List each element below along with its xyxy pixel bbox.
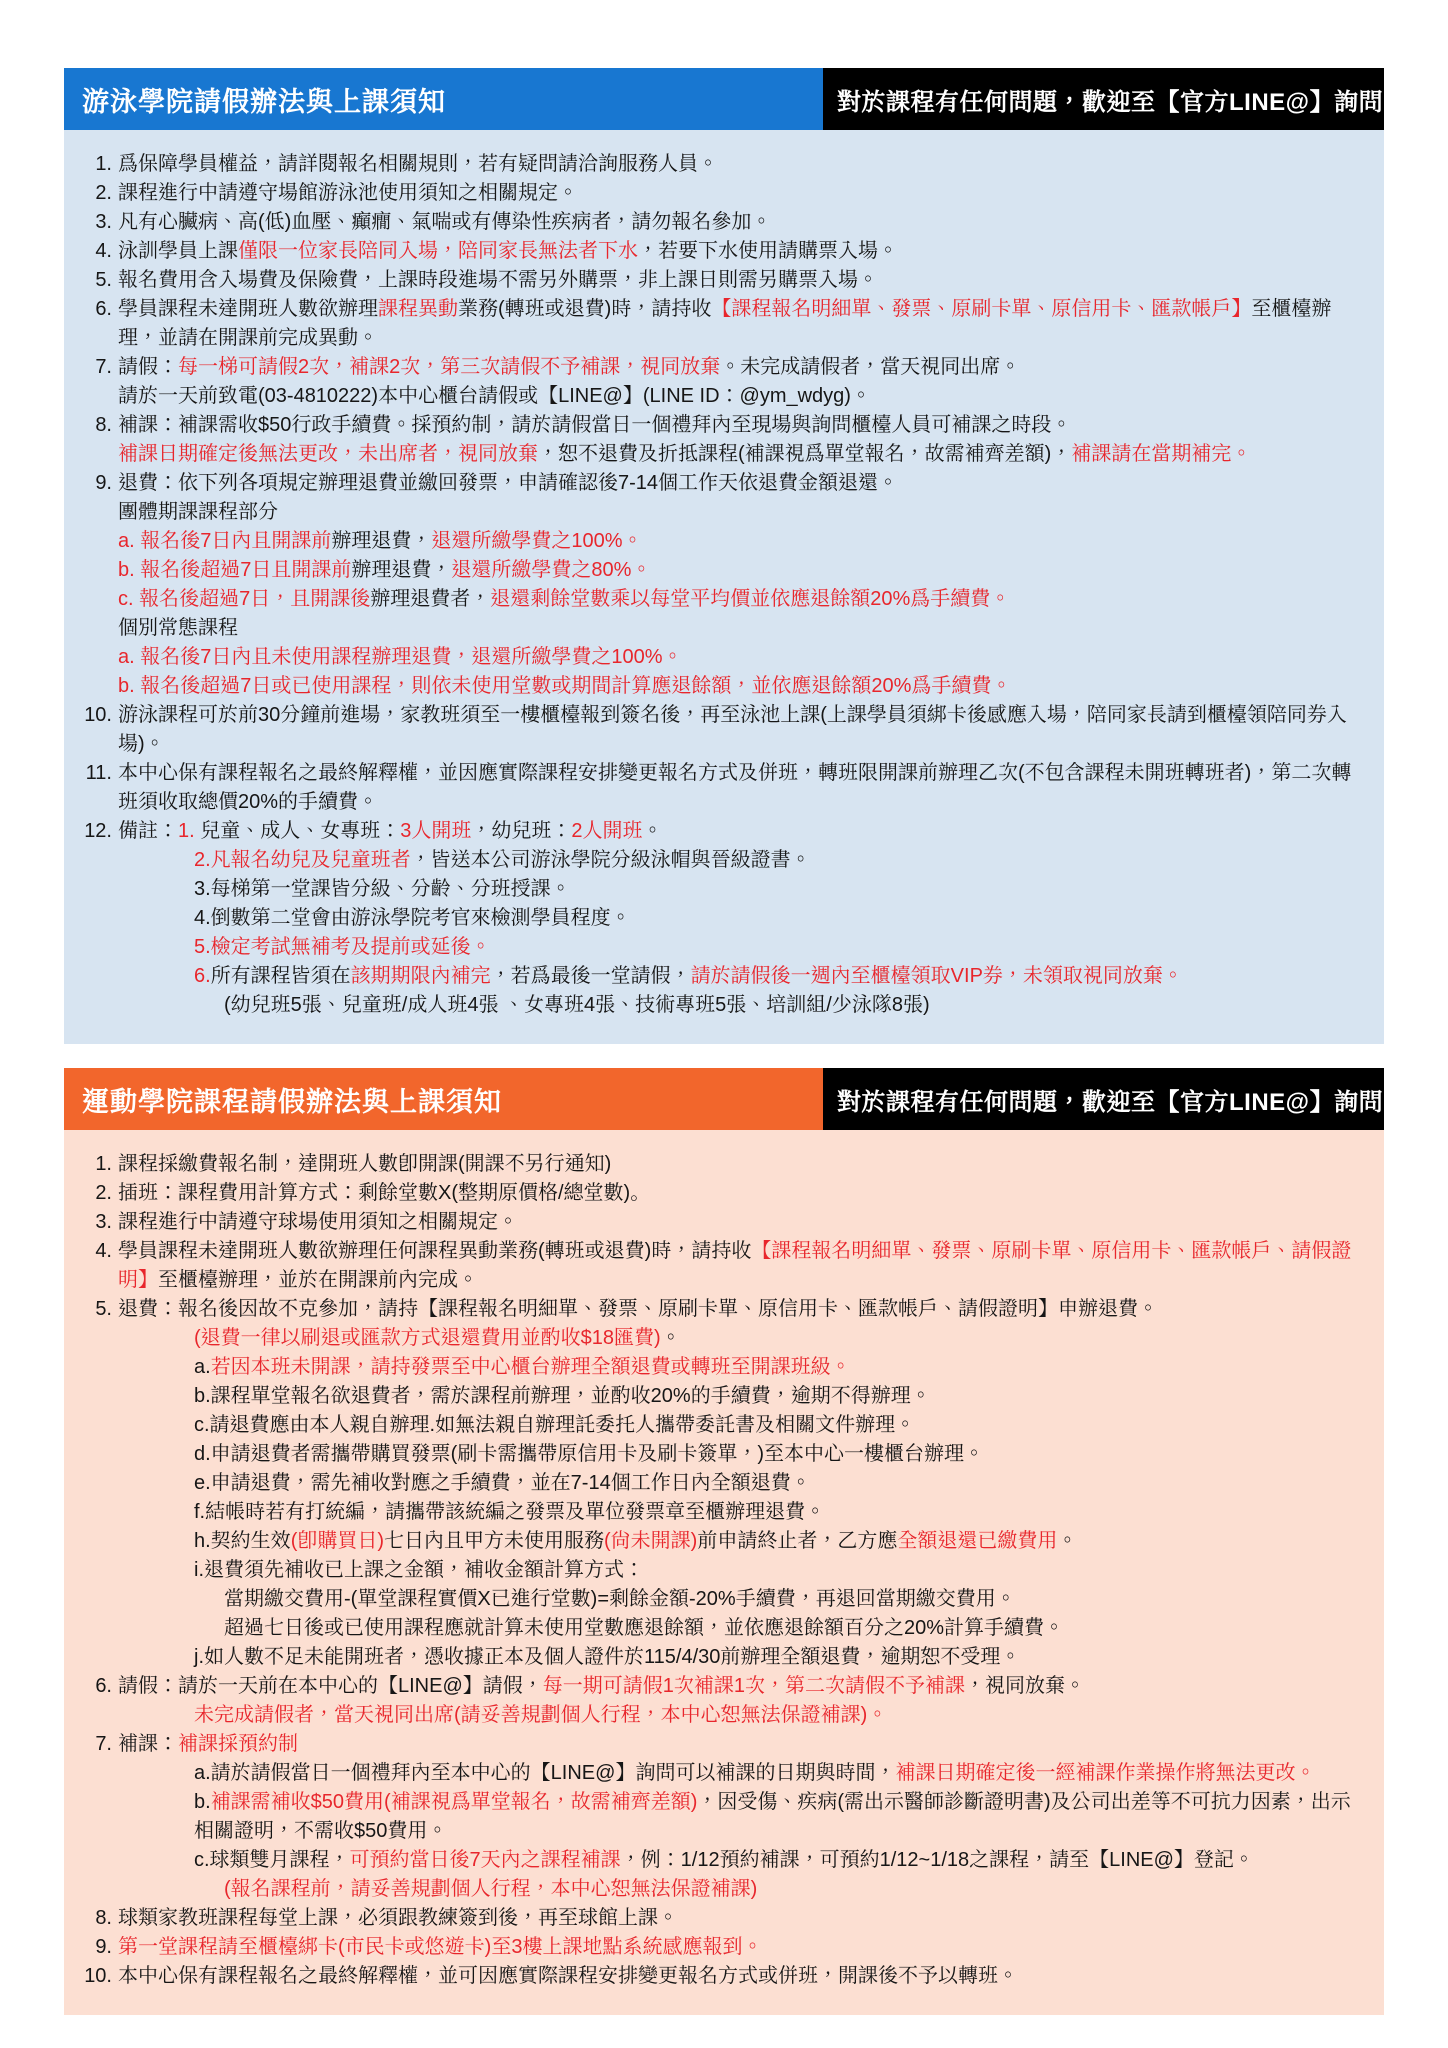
swim-section-help-banner: 對於課程有任何問題，歡迎至【官方LINE@】詢問: [823, 68, 1384, 130]
line-text: [118, 353, 1370, 382]
highlighted-text: 補課請在當期補完。: [1071, 443, 1252, 465]
sports-section-title: 運動學院課程請假辦法與上課須知: [64, 1068, 823, 1130]
highlighted-text: 僅限一位家長陪同入場，陪同家長無法者下水: [238, 240, 638, 262]
plain-text: 至櫃檯辦理，並請在開課前完成異動。: [118, 298, 1332, 349]
line-text: [118, 1295, 1370, 1324]
highlighted-text: a. 報名後7日內且開課前: [118, 530, 332, 552]
line-number: 11.: [85, 762, 112, 784]
notice-line: [76, 295, 1370, 353]
line-text: [118, 643, 1370, 672]
notice-line: [76, 1933, 1370, 1962]
highlighted-text: 第一堂課程請至櫃檯綁卡(市民卡或悠遊卡)至3樓上課地點系統感應報到。: [118, 1936, 763, 1958]
sports-section-header: [64, 1068, 1384, 1130]
line-text: [224, 1614, 1370, 1643]
line-text: [118, 150, 1370, 179]
notice-line: [76, 904, 1370, 933]
plain-text: 辦理退費，: [351, 559, 452, 581]
line-text: [118, 440, 1370, 469]
line-number: 5.: [95, 1298, 112, 1320]
notice-line: [76, 1962, 1370, 1991]
line-text: [194, 875, 1370, 904]
highlighted-text: 補課日期確定後無法更改，未出席者，視同放棄: [118, 443, 538, 465]
notice-line: [76, 237, 1370, 266]
plain-text: 請假：請於一天前在本中心的【LINE@】請假，: [118, 1675, 543, 1697]
notice-line: [76, 846, 1370, 875]
plain-text: a.: [194, 1356, 211, 1378]
notice-line: [76, 208, 1370, 237]
plain-text: ，因受傷、疾病(需出示醫師診斷證明書)及公司出差等不可抗力因素，出示相關證明，不需收$50費用。: [194, 1791, 1351, 1842]
swim-section: [64, 68, 1384, 1044]
plain-text: c.球類雙月課程，: [194, 1849, 350, 1871]
notice-line: [76, 672, 1370, 701]
line-text: [118, 817, 1370, 846]
highlighted-text: 該期期限內補完: [350, 965, 491, 987]
line-text: [194, 962, 1370, 991]
sports-section-help-banner: 對於課程有任何問題，歡迎至【官方LINE@】詢問: [823, 1068, 1384, 1130]
line-text: [118, 1904, 1370, 1933]
line-number: 9.: [95, 1936, 112, 1958]
notice-line: [76, 1875, 1370, 1904]
plain-text: 辦理退費，: [331, 530, 432, 552]
plain-text: 學員課程未達開班人數欲辦理: [118, 298, 378, 320]
highlighted-text: 6.: [194, 965, 211, 987]
highlighted-text: 全額退還已繳費用: [897, 1530, 1058, 1552]
notice-line: [76, 701, 1370, 759]
highlighted-text: (尙未開課): [604, 1530, 698, 1552]
line-text: [118, 411, 1370, 440]
highlighted-text: 1.: [178, 820, 201, 842]
highlighted-text: (卽購買日): [290, 1530, 385, 1552]
notice-line: [76, 1556, 1370, 1585]
plain-text: 球類家教班課程每堂上課，必須跟教練簽到後，再至球館上課。: [118, 1907, 678, 1929]
line-text: [194, 1498, 1370, 1527]
notice-line: [76, 1411, 1370, 1440]
line-text: [118, 672, 1370, 701]
highlighted-text: 補課需補收$50費用(補課視爲單堂報名，故需補齊差額): [210, 1791, 698, 1813]
plain-text: 補課：: [118, 1733, 178, 1755]
notice-line: [76, 585, 1370, 614]
line-number: 7.: [95, 1733, 112, 1755]
line-number: 9.: [95, 472, 112, 494]
highlighted-text: 可預約當日後7天內之課程補課: [349, 1849, 621, 1871]
plain-text: 課程進行中請遵守球場使用須知之相關規定。: [118, 1211, 518, 1233]
line-text: [118, 498, 1370, 527]
plain-text: c.請退費應由本人親自辦理.如無法親自辦理託委托人攜帶委託書及相關文件辦理。: [194, 1414, 916, 1436]
plain-text: 。: [1057, 1530, 1078, 1552]
line-text: [118, 759, 1370, 817]
notice-line: [76, 1759, 1370, 1788]
line-text: [118, 1179, 1370, 1208]
notice-line: [76, 1179, 1370, 1208]
highlighted-text: 補課日期確定後一經補課作業操作將無法更改。: [895, 1762, 1316, 1784]
notice-line: [76, 1498, 1370, 1527]
line-text: [118, 295, 1370, 353]
plain-text: ，例：1/12預約補課，可預約1/12~1/18之課程，請至【LINE@】登記。: [620, 1849, 1254, 1871]
notice-line: [76, 1324, 1370, 1353]
line-number: 12.: [84, 820, 112, 842]
plain-text: e.申請退費，需先補收對應之手續費，並在7-14個工作日內全額退費。: [194, 1472, 811, 1494]
line-text: [194, 1643, 1370, 1672]
swim-section-body: [64, 130, 1384, 1044]
line-number: 4.: [95, 240, 112, 262]
plain-text: 備註：: [118, 820, 178, 842]
notice-line: [76, 1614, 1370, 1643]
line-text: [118, 237, 1370, 266]
highlighted-text: 3人開班: [400, 820, 472, 842]
line-number: 8.: [95, 1907, 112, 1929]
line-text: [118, 585, 1370, 614]
notice-line: [76, 875, 1370, 904]
line-number: 3.: [95, 211, 112, 233]
plain-text: 凡有心臟病、高(低)血壓、癲癇、氣喘或有傳染性疾病者，請勿報名參加。: [118, 211, 772, 233]
notice-line: [76, 1440, 1370, 1469]
line-text: [224, 1585, 1370, 1614]
line-text: [118, 1237, 1370, 1295]
line-text: [118, 1730, 1370, 1759]
plain-text: 本中心保有課程報名之最終解釋權，並因應實際課程安排變更報名方式及併班，轉班限開課前辦理乙次(不包含課程未開班轉班者)，第二次轉班須收取總價20%的手續費。: [118, 762, 1352, 813]
plain-text: ，恕不退費及折抵課程(補課視爲單堂報名，故需補齊差額)，: [538, 443, 1072, 465]
plain-text: 所有課程皆須在: [210, 965, 351, 987]
line-text: [194, 1556, 1370, 1585]
plain-text: 3.每梯第一堂課皆分級、分齡、分班授課。: [194, 878, 571, 900]
highlighted-text: 退還所繳學費之80%。: [451, 559, 652, 581]
line-number: 5.: [95, 269, 112, 291]
highlighted-text: c. 報名後超過7日，且開課後: [118, 588, 371, 610]
plain-text: 前申請終止者，乙方應: [697, 1530, 898, 1552]
line-text: [118, 469, 1370, 498]
highlighted-text: 每一期可請假1次補課1次，第二次請假不予補課: [542, 1675, 966, 1697]
plain-text: b.課程單堂報名欲退費者，需於課程前辦理，並酌收20%的手續費，逾期不得辦理。: [194, 1385, 931, 1407]
notice-line: [76, 1150, 1370, 1179]
line-text: [194, 1788, 1370, 1846]
line-text: [194, 1846, 1370, 1875]
line-text: [118, 527, 1370, 556]
highlighted-text: 【課程報名明細單、發票、原刷卡單、原信用卡、匯款帳戶、請假證明】: [118, 1240, 1352, 1291]
notice-line: [76, 440, 1370, 469]
notice-line: [76, 1730, 1370, 1759]
line-text: [118, 266, 1370, 295]
line-text: [194, 1353, 1370, 1382]
highlighted-text: 5.檢定考試無補考及提前或延後。: [194, 936, 491, 958]
line-number: 8.: [95, 414, 112, 436]
plain-text: 插班：課程費用計算方式：剩餘堂數X(整期原價格/總堂數)。: [118, 1182, 651, 1204]
line-text: [118, 382, 1370, 411]
line-number: 2.: [95, 182, 112, 204]
notice-line: [76, 1788, 1370, 1846]
plain-text: 報名費用含入場費及保險費，上課時段進場不需另外購票，非上課日則需另購票入場。: [118, 269, 878, 291]
highlighted-text: 2.凡報名幼兒及兒童班者: [194, 849, 411, 871]
line-text: [118, 1962, 1370, 1991]
line-text: [194, 1382, 1370, 1411]
highlighted-text: 補課採預約制: [178, 1733, 298, 1755]
plain-text: ，幼兒班：: [471, 820, 572, 842]
plain-text: 超過七日後或已使用課程應就計算未使用堂數應退餘額，並依應退餘額百分之20%計算手續費。: [224, 1617, 1065, 1639]
notice-line: [76, 643, 1370, 672]
highlighted-text: b. 報名後超過7日或已使用課程，則依未使用堂數或期間計算應退餘額，並依應退餘額20%爲手續費。: [118, 675, 1012, 697]
line-number: 6.: [95, 1675, 112, 1697]
highlighted-text: 每一梯可請假2次，補課2次，第三次請假不予補課，視同放棄: [178, 356, 721, 378]
plain-text: 團體期課課程部分: [118, 501, 278, 523]
notice-line: [76, 179, 1370, 208]
notice-line: [76, 1643, 1370, 1672]
highlighted-text: 未完成請假者，當天視同出席(請妥善規劃個人行程，本中心恕無法保證補課)。: [194, 1704, 888, 1726]
line-text: [118, 614, 1370, 643]
line-text: [118, 1672, 1370, 1701]
notice-line: [76, 1469, 1370, 1498]
highlighted-text: 若因本班未開課，請持發票至中心櫃台辦理全額退費或轉班至開課班級。: [210, 1356, 851, 1378]
plain-text: 辦理退費者，: [370, 588, 491, 610]
swim-section-title: 游泳學院請假辦法與上課須知: [64, 68, 823, 130]
notice-line: [76, 1208, 1370, 1237]
notice-line: [76, 1382, 1370, 1411]
line-text: [118, 1150, 1370, 1179]
plain-text: 課程採繳費報名制，達開班人數卽開課(開課不另行通知): [118, 1153, 612, 1175]
notice-line: [76, 353, 1370, 382]
plain-text: 兒童、成人、女專班：: [200, 820, 401, 842]
line-text: [224, 991, 1370, 1020]
plain-text: 本中心保有課程報名之最終解釋權，並可因應實際課程安排變更報名方式或併班，開課後不予以轉班。: [118, 1965, 1018, 1987]
line-text: [194, 1759, 1370, 1788]
line-text: [118, 208, 1370, 237]
plain-text: 當期繳交費用-(單堂課程實價X已進行堂數)=剩餘金額-20%手續費，再退回當期繳交費用。: [224, 1588, 1016, 1610]
plain-text: 退費：報名後因故不克參加，請持【課程報名明細單、發票、原刷卡單、原信用卡、匯款帳戶、請假證明】申辦退費。: [118, 1298, 1158, 1320]
line-number: 4.: [95, 1240, 112, 1262]
notice-line: [76, 614, 1370, 643]
line-text: [194, 1324, 1370, 1353]
plain-text: j.如人數不足未能開班者，憑收據正本及個人證件於115/4/30前辦理全額退費，逾期恕不受理。: [194, 1646, 1021, 1668]
plain-text: f.結帳時若有打統編，請攜帶該統編之發票及單位發票章至櫃辦理退費。: [194, 1501, 826, 1523]
notice-line: [76, 1527, 1370, 1556]
notice-line: [76, 1846, 1370, 1875]
line-number: 10.: [84, 704, 112, 726]
sports-section: [64, 1068, 1384, 2015]
plain-text: 課程進行中請遵守場館游泳池使用須知之相關規定。: [118, 182, 578, 204]
plain-text: 。: [642, 820, 663, 842]
notice-line: [76, 411, 1370, 440]
plain-text: 。未完成請假者，當天視同出席。: [720, 356, 1021, 378]
notice-line: [76, 1585, 1370, 1614]
notice-line: [76, 1904, 1370, 1933]
line-text: [194, 846, 1370, 875]
highlighted-text: (報名課程前，請妥善規劃個人行程，本中心恕無法保證補課): [224, 1878, 758, 1900]
line-text: [118, 556, 1370, 585]
line-text: [118, 179, 1370, 208]
line-number: 3.: [95, 1211, 112, 1233]
line-text: [118, 1933, 1370, 1962]
line-text: [194, 1440, 1370, 1469]
line-text: [194, 1701, 1370, 1730]
plain-text: d.申請退費者需攜帶購買發票(刷卡需攜帶原信用卡及刷卡簽單，)至本中心一樓櫃台辦理。: [194, 1443, 984, 1465]
plain-text: 個別常態課程: [118, 617, 238, 639]
notice-line: [76, 382, 1370, 411]
line-text: [194, 904, 1370, 933]
line-number: 7.: [95, 356, 112, 378]
highlighted-text: 課程異動: [378, 298, 458, 320]
plain-text: 請假：: [118, 356, 178, 378]
plain-text: ，若爲最後一堂請假，: [490, 965, 691, 987]
plain-text: ，皆送本公司游泳學院分級泳帽與晉級證書。: [410, 849, 811, 871]
highlighted-text: a. 報名後7日內且未使用課程辦理退費，退還所繳學費之100%。: [118, 646, 683, 668]
plain-text: 游泳課程可於前30分鐘前進場，家教班須至一樓櫃檯報到簽名後，再至泳池上課(上課學員須綁卡後感應入場，陪同家長請到櫃檯領陪同券入場)。: [118, 704, 1347, 755]
notice-line: [76, 527, 1370, 556]
notice-line: [76, 991, 1370, 1020]
plain-text: (幼兒班5張、兒童班/成人班4張 、女專班4張、技術專班5張、培訓組/少泳隊8張): [224, 994, 930, 1016]
notice-line: [76, 817, 1370, 846]
plain-text: ，若要下水使用請購票入場。: [638, 240, 898, 262]
highlighted-text: 請於請假後一週內至櫃檯領取VIP券，未領取視同放棄。: [690, 965, 1183, 987]
highlighted-text: 2人開班: [571, 820, 643, 842]
plain-text: 4.倒數第二堂會由游泳學院考官來檢測學員程度。: [194, 907, 631, 929]
notice-line: [76, 469, 1370, 498]
line-text: [194, 1527, 1370, 1556]
line-number: 2.: [95, 1182, 112, 1204]
line-number: 1.: [95, 153, 112, 175]
notice-line: [76, 1701, 1370, 1730]
plain-text: b.: [194, 1791, 211, 1813]
sports-section-body: [64, 1130, 1384, 2015]
highlighted-text: 退還所繳學費之100%。: [431, 530, 643, 552]
plain-text: 爲保障學員權益，請詳閱報名相關規則，若有疑問請洽詢服務人員。: [118, 153, 718, 175]
notice-line: [76, 759, 1370, 817]
line-text: [194, 933, 1370, 962]
line-text: [118, 1208, 1370, 1237]
notice-line: [76, 1237, 1370, 1295]
notice-line: [76, 1295, 1370, 1324]
notice-line: [76, 498, 1370, 527]
notice-line: [76, 933, 1370, 962]
notice-line: [76, 1672, 1370, 1701]
plain-text: a.請於請假當日一個禮拜內至本中心的【LINE@】詢問可以補課的日期與時間，: [194, 1762, 896, 1784]
highlighted-text: (退費一律以刷退或匯款方式退還費用並酌收$18匯費): [194, 1327, 661, 1349]
line-text: [194, 1411, 1370, 1440]
plain-text: h.契約生效: [194, 1530, 291, 1552]
notice-line: [76, 150, 1370, 179]
notice-line: [76, 962, 1370, 991]
plain-text: 請於一天前致電(03-4810222)本中心櫃台請假或【LINE@】(LINE ID：@ym_wdyg)。: [118, 385, 871, 407]
plain-text: i.退費須先補收已上課之金額，補收金額計算方式：: [194, 1559, 644, 1581]
plain-text: 七日內且甲方未使用服務: [384, 1530, 605, 1552]
plain-text: 至櫃檯辦理，並於在開課前內完成。: [158, 1269, 478, 1291]
swim-section-header: [64, 68, 1384, 130]
plain-text: 退費：依下列各項規定辦理退費並繳回發票，申請確認後7-14個工作天依退費金額退還。: [118, 472, 899, 494]
plain-text: 業務(轉班或退費)時，請持收: [458, 298, 712, 320]
notice-line: [76, 266, 1370, 295]
plain-text: ，視同放棄。: [965, 1675, 1086, 1697]
plain-text: 。: [660, 1327, 681, 1349]
plain-text: 學員課程未達開班人數欲辦理任何課程異動業務(轉班或退費)時，請持收: [118, 1240, 752, 1262]
line-number: 6.: [95, 298, 112, 320]
line-text: [118, 701, 1370, 759]
line-number: 10.: [84, 1965, 112, 1987]
line-number: 1.: [95, 1153, 112, 1175]
plain-text: 補課：補課需收$50行政手續費。採預約制，請於請假當日一個禮拜內至現場與詢問櫃檯人員可補課之時段。: [118, 414, 1072, 436]
highlighted-text: 【課程報名明細單、發票、原刷卡單、原信用卡、匯款帳戶】: [711, 298, 1252, 320]
line-text: [194, 1469, 1370, 1498]
notice-line: [76, 556, 1370, 585]
highlighted-text: b. 報名後超過7日且開課前: [118, 559, 352, 581]
highlighted-text: 退還剩餘堂數乘以每堂平均價並依應退餘額20%爲手續費。: [490, 588, 1011, 610]
plain-text: 泳訓學員上課: [118, 240, 238, 262]
line-text: [224, 1875, 1370, 1904]
notice-line: [76, 1353, 1370, 1382]
